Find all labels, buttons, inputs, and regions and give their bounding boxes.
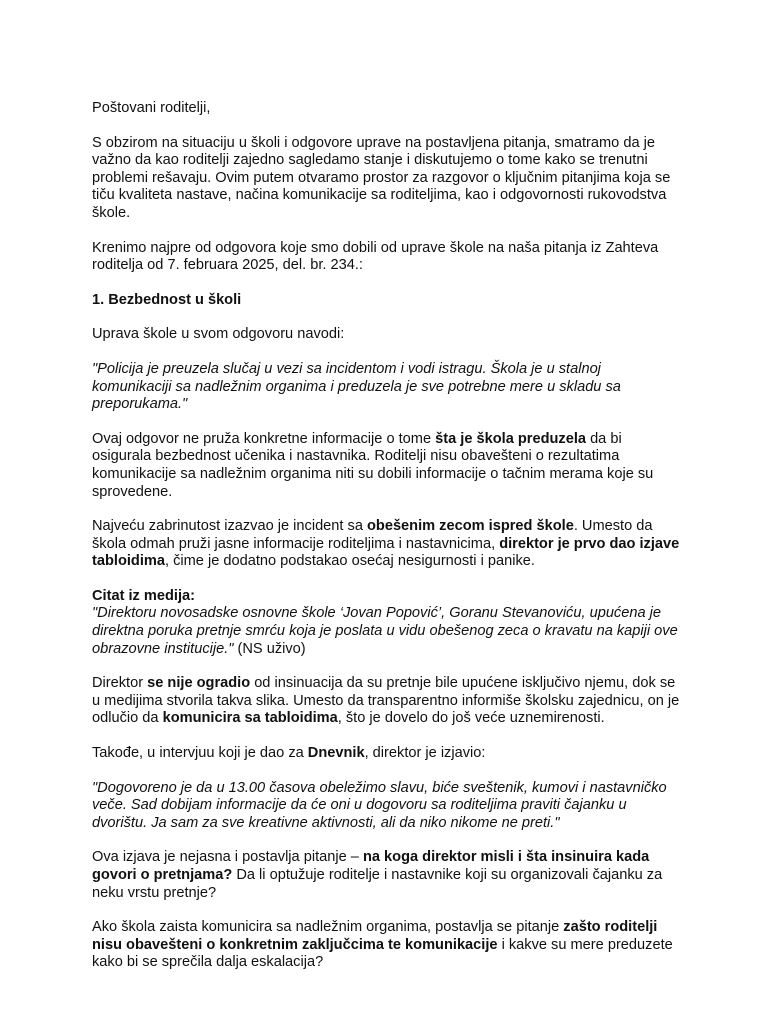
emphasis: se nije ogradio — [147, 675, 251, 692]
emphasis: zašto roditelji nisu obavešteni o konkretnim zaključcima te komunikacije — [92, 919, 658, 953]
section-heading-security: 1. Bezbednost u školi — [92, 291, 242, 308]
dnevnik-quote: "Dogovoreno je da u 13.00 časova obeležimo slavu, biće sveštenik, kumovi i nastavničko veče. Sad dobijam informacije da će oni u dogovoru sa roditeljima praviti čajanku u dvorištu. Ja sam za sve kreativne aktivnosti, ali da niko nikome ne preti." — [92, 779, 667, 831]
document-page — [92, 100, 682, 989]
text-span: Direktor — [92, 675, 148, 692]
text-span: Takođe, u intervjuu koji je dao za — [92, 745, 308, 762]
media-quote-heading: Citat iz medija: — [92, 587, 195, 604]
paragraph-communication-question — [92, 919, 682, 972]
admin-quote: "Policija je preuzela slučaj u vezi sa incidentom i vodi istragu. Škola je u stalnoj komunikaciji sa nadležnim organima i preduzela je sve potrebne mere u skladu sa preporukama." — [92, 360, 621, 413]
text-span: Najveću zabrinutost izazvao je incident sa — [92, 518, 367, 535]
paragraph-statement-question — [92, 849, 682, 902]
text-span: . Umesto da škola odmah pruži jasne informacije roditeljima i nastavnicima, — [92, 518, 653, 552]
emphasis: šta je škola preduzela — [435, 430, 587, 447]
text-span: , što je dovelo do još veće uznemirenosti. — [337, 710, 605, 727]
paragraph-response-analysis — [92, 431, 682, 501]
paragraph-rabbit-incident — [92, 518, 682, 571]
emphasis: direktor je prvo dao izjave tabloidima — [92, 535, 680, 570]
text-span: , čime je dodatno podstakao osećaj nesigurnosti i panike. — [164, 553, 535, 570]
text-span: Ovaj odgovor ne pruža konkretne informacije o tome — [92, 430, 436, 447]
text-span: Ako škola zaista komunicira sa nadležnim organima, postavlja se pitanje — [92, 919, 564, 936]
media-source: (NS uživo) — [233, 640, 306, 657]
text-span: i kakve su mere preduzete kako bi se sprečila dalja eskalacija? — [92, 936, 673, 971]
emphasis: na koga direktor misli i šta insinuira kada govori o pretnjama? — [92, 849, 650, 883]
start-paragraph: Krenimo najpre od odgovora koje smo dobili od uprave škole na naša pitanja iz Zahteva roditelja od 7. februara 2025, del. br. 234.: — [92, 239, 659, 274]
emphasis: Dnevnik — [307, 745, 365, 762]
paragraph-director-response — [92, 675, 682, 728]
greeting: Poštovani roditelji, — [92, 100, 211, 116]
media-quote-paragraph — [92, 605, 682, 658]
intro-paragraph: S obzirom na situaciju u školi i odgovore uprave na postavljena pitanja, smatramo da je važno da kao roditelji zajedno sagledamo stanje i diskutujemo o tome kako se trenutni problemi rešavaju. Ovim putem otvaramo prostor za razgovor o ključnim pitanjima koja se tiču kvaliteta nastave, načina komunikacije sa roditeljima, kao i odgovornosti rukovodstva škole. — [92, 134, 671, 221]
text-span: , direktor je izjavio: — [364, 745, 486, 762]
text-span: Da li optužuje roditelje i nastavnike koji su organizovali čajanku za neku vrstu pretnje? — [92, 867, 663, 901]
paragraph-dnevnik-intro — [92, 745, 682, 763]
text-span: Ova izjava je nejasna i postavlja pitanje – — [92, 849, 363, 866]
text-span: od insinuacija da su pretnje bile upućene isključivo njemu, dok se u medijima stvorila takva slika. Umesto da transparentno informiše školsku zajednicu, on je odlučio da — [92, 675, 680, 727]
admin-intro: Uprava škole u svom odgovoru navodi: — [92, 326, 345, 343]
emphasis: komunicira sa tabloidima — [162, 710, 338, 727]
text-span: da bi osigurala bezbednost učenika i nastavnika. Roditelji nisu obavešteni o rezultatima komunikacije sa nadležnim organima niti su dobili informacije o tačnim merama koje su sprovedene. — [92, 430, 654, 500]
media-quote: "Direktoru novosadske osnovne škole ‘Jovan Popović’, Goranu Stevanoviću, upućena je direktna poruka pretnje smrću koja je poslata u vidu obešenog zeca o kravatu na kapiji ove obrazovne institucije." — [92, 605, 678, 657]
emphasis: obešenim zecom ispred škole — [367, 518, 574, 535]
